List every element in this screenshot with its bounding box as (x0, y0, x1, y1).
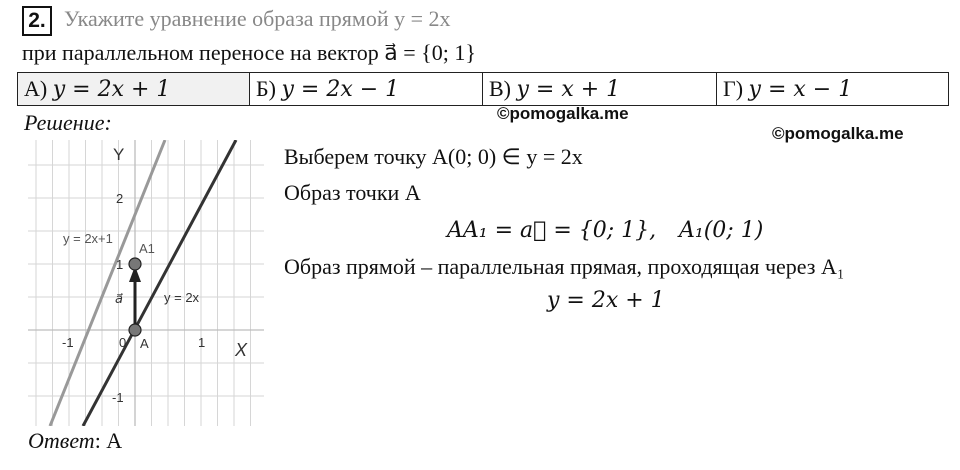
point-a-label: A (140, 336, 149, 351)
answer-value: : А (94, 428, 123, 453)
problem-line-1: Укажите уравнение образа прямой y = 2x (64, 6, 451, 31)
x-tick-minus-1: -1 (62, 335, 74, 350)
answer-label: Ответ (28, 428, 95, 453)
solution-line-3-point: A₁(0; 1) (679, 218, 764, 243)
problem-line-2: при параллельном переносе на вектор a⃗ = {0; 1} (22, 40, 476, 65)
answer-options (17, 72, 949, 106)
solution-label: Решение: (24, 110, 112, 135)
y-tick-minus-1: -1 (112, 390, 124, 405)
major-grid-lines (28, 140, 264, 426)
x-axis-label: X (235, 340, 248, 360)
option-g[interactable] (717, 73, 948, 105)
point-a1-label: A1 (139, 241, 155, 256)
y-tick-2: 2 (116, 191, 124, 206)
line-1-label: y = 2x+1 (63, 231, 113, 246)
option-v[interactable] (483, 73, 717, 105)
y-tick-1: 1 (116, 257, 124, 272)
point-a (129, 324, 141, 336)
coordinate-graph (28, 140, 264, 426)
vector-label: a⃗ (115, 291, 123, 306)
solution-line-4: Образ прямой – параллельная прямая, проходящая через A₁ (284, 254, 845, 279)
option-v-label: В) (489, 76, 511, 101)
solution-line-3-vector: AA₁ = a⃗ = {0; 1}, (447, 218, 657, 243)
x-tick-1: 1 (198, 335, 206, 350)
x-tick-0: 0 (119, 335, 127, 350)
watermark: ©pomogalka.me (497, 104, 629, 123)
option-a[interactable] (18, 73, 250, 105)
answer (28, 428, 122, 454)
solution-line-5: y = 2x + 1 (547, 288, 665, 313)
option-a-formula: y = 2x + 1 (52, 77, 171, 102)
option-a-label: А) (24, 76, 48, 101)
watermark: ©pomogalka.me (772, 124, 904, 143)
solution-line-2: Образ точки A (284, 180, 421, 205)
point-a1 (129, 258, 141, 270)
option-b-label: Б) (256, 76, 276, 101)
y-axis-label: Y (113, 145, 125, 164)
grid-lines (28, 140, 264, 426)
option-b-formula: y = 2x − 1 (281, 77, 400, 102)
line-2-label: y = 2x (164, 290, 200, 305)
option-g-formula: y = x − 1 (748, 77, 853, 102)
option-b[interactable] (250, 73, 483, 105)
solution-line-1: Выберем точку A(0; 0) ∈ y = 2x (284, 144, 583, 169)
problem-number: 2. (22, 6, 52, 36)
option-v-formula: y = x + 1 (516, 77, 621, 102)
option-g-label: Г) (723, 76, 744, 101)
